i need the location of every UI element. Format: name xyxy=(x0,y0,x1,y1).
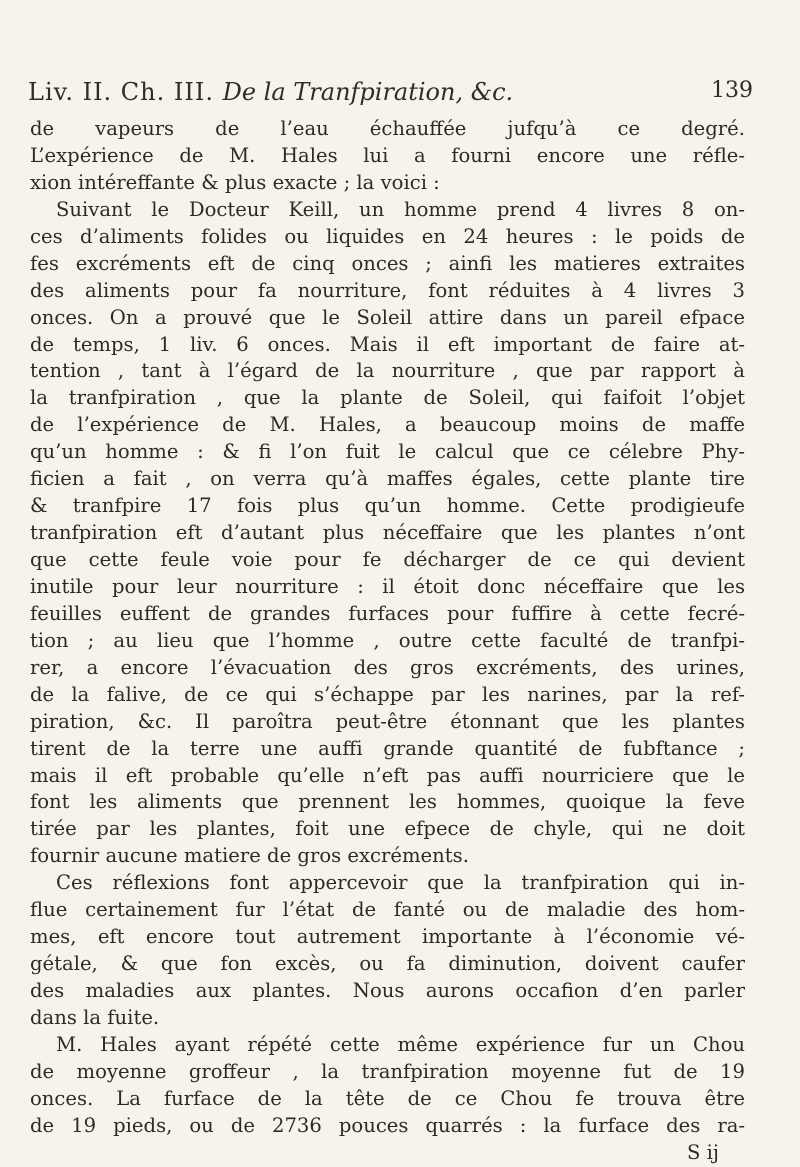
text-line: ficien a fait , on verra qu’à maffes égales, cette plante tire xyxy=(30,467,745,491)
page-header xyxy=(28,78,753,112)
text-line: tention , tant à l’égard de la nourriture , que par rapport à xyxy=(30,359,745,383)
running-title: De la Tranfpiration, &c. xyxy=(222,78,514,106)
text-line: dans la fuite. xyxy=(30,1005,160,1029)
text-line: de moyenne groffeur , la tranfpiration moyenne fut de 19 xyxy=(30,1059,745,1083)
chapter-reference: Liv. II. Ch. III. xyxy=(28,78,214,106)
text-line: fournir aucune matiere de gros excréments. xyxy=(30,844,469,868)
text-line: L’expérience de M. Hales lui a fourni encore une réfle- xyxy=(30,143,745,167)
text-line: piration, &c. Il paroîtra peut-être étonnant que les plantes xyxy=(30,709,745,733)
text-line: xion intéreffante & plus exacte ; la voici : xyxy=(30,170,440,194)
text-line: feuilles euffent de grandes furfaces pour fuffire à cette fecré- xyxy=(30,601,745,625)
text-line: fes excréments eft de cinq onces ; ainfi les matieres extraites xyxy=(30,251,745,275)
text-line: onces. La furface de la tête de ce Chou fe trouva être xyxy=(30,1086,745,1110)
text-line: tion ; au lieu que l’homme , outre cette faculté de tranfpi- xyxy=(30,628,745,652)
text-line: tirée par les plantes, foit une efpece de chyle, qui ne doit xyxy=(30,817,745,841)
text-line: mes, eft encore tout autrement importante à l’économie vé- xyxy=(30,925,745,949)
text-line: tirent de la terre une auffi grande quantité de fubftance ; xyxy=(30,736,745,760)
body-text xyxy=(30,116,745,1167)
text-line: de la falive, de ce qui s’échappe par les narines, par la ref- xyxy=(30,682,745,706)
paragraph-first-line: Suivant le Docteur Keill, un homme prend 4 livres 8 on- xyxy=(56,197,745,221)
page-number: 139 xyxy=(711,78,753,103)
text-line: tranfpiration eft d’autant plus néceffaire que les plantes n’ont xyxy=(30,521,745,545)
signature-mark: S ij xyxy=(687,1140,719,1164)
running-head xyxy=(28,78,513,106)
text-line: mais il eft probable qu’elle n’eft pas auffi nourriciere que le xyxy=(30,763,745,787)
text-line: des maladies aux plantes. Nous aurons occafion d’en parler xyxy=(30,979,745,1002)
text-line: onces. On a prouvé que le Soleil attire dans un pareil efpace xyxy=(30,305,745,329)
text-line: la tranfpiration , que la plante de Soleil, qui faifoit l’objet xyxy=(30,386,745,410)
text-line: de temps, 1 liv. 6 onces. Mais il eft important de faire at- xyxy=(30,332,745,356)
text-line: que cette feule voie pour fe décharger de ce qui devient xyxy=(30,548,745,571)
text-line: de l’expérience de M. Hales, a beaucoup moins de maffe xyxy=(30,413,745,437)
text-line: qu’un homme : & fi l’on fuit le calcul que ce célebre Phy- xyxy=(30,440,745,464)
text-line: des aliments pour fa nourriture, font réduites à 4 livres 3 xyxy=(30,278,745,302)
text-line: & tranfpire 17 fois plus qu’un homme. Cette prodigieufe xyxy=(30,494,745,518)
text-line: de 19 pieds, ou de 2736 pouces quarrés : la furface des ra- xyxy=(30,1113,745,1137)
text-line: flue certainement fur l’état de fanté ou de maladie des hom- xyxy=(30,898,745,922)
text-line: rer, a encore l’évacuation des gros excréments, des urines, xyxy=(30,655,745,679)
text-line: gétale, & que fon excès, ou fa diminution, doivent caufer xyxy=(30,952,745,976)
text-line: de vapeurs de l’eau échauffée jufqu’à ce degré. xyxy=(30,117,745,140)
text-line: inutile pour leur nourriture : il étoit donc néceffaire que les xyxy=(30,574,745,598)
text-line: ces d’aliments folides ou liquides en 24 heures : le poids de xyxy=(30,224,745,248)
paragraph-first-line: M. Hales ayant répété cette même expérience fur un Chou xyxy=(56,1032,745,1056)
text-line: font les aliments que prennent les hommes, quoique la feve xyxy=(30,790,745,814)
paragraph-first-line: Ces réflexions font appercevoir que la tranfpiration qui in- xyxy=(56,871,745,895)
